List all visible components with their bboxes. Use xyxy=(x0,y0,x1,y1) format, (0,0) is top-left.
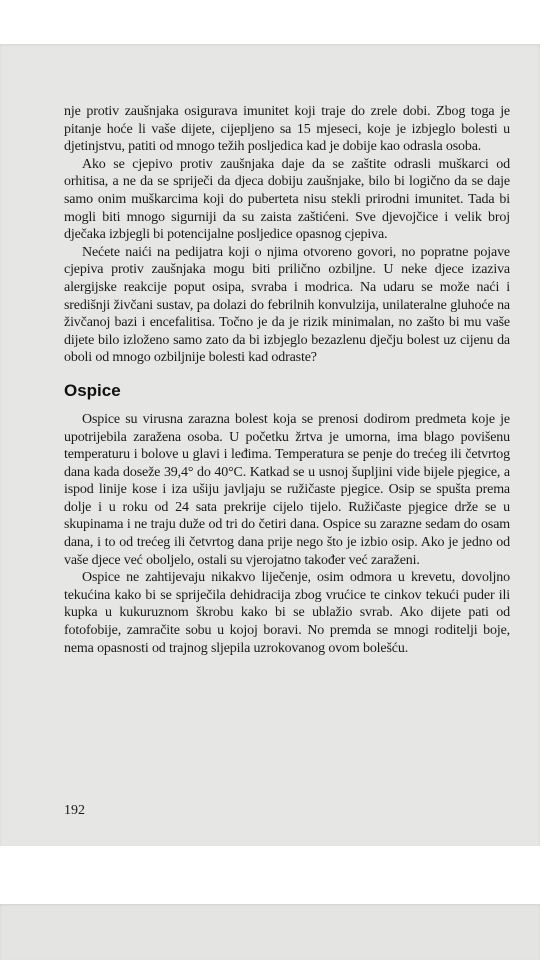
next-page-edge xyxy=(0,904,540,960)
page-number: 192 xyxy=(64,803,85,818)
top-margin xyxy=(0,0,540,44)
paragraph-mumps-vaccine-adults: Ako se cjepivo protiv zaušnjaka daje da se zaštite odrasli muškarci od orhitisa, a ne da se spriječi da djeca dobiju zaušnjake, bilo bi logično da se daje samo onim muškarcima koji do puberteta nisu stekli prirodni imunitet. Tada bi mogli biti mnogo sigurniji da su zaista zaštićeni. Sve djevojčice i velik broj dječaka izbjegli bi potencijalne posljedice opasnog cjepiva. xyxy=(64,156,510,243)
paragraph-mumps-continuation: nje protiv zaušnjaka osigurava imunitet koji traje do zrele dobi. Zbog toga je pitanje hoće li vaše dijete, cijepljeno sa 15 mjeseci, koje je izbjeglo bolesti u djetinjstvu, patiti od mnogo težih posljedica kad je dobije kao odrasla osoba. xyxy=(64,104,510,155)
paragraph-mumps-side-effects: Nećete naići na pedijatra koji o njima otvoreno govori, no popratne pojave cjepiva protiv zaušnjaka mogu biti prilično ozbiljne. U neke djece izaziva alergijske reakcije poput osipa, svraba i modrica. Na udaru se može naći i središnji živčani sustav, pa dolazi do febrilnih konvulzija, unilateralne gluhoće na živčanoj bazi i encefalitisa. Točno je da je rizik minimalan, no zašto bi mu vaše dijete bilo izloženo samo zato da bi izbjeglo bezazlenu dječju bolest uz cijenu da oboli od mnogo ozbiljnije bolesti kad odraste? xyxy=(64,244,510,366)
paragraph-measles-treatment: Ospice ne zahtijevaju nikakvo liječenje, osim odmora u krevetu, dovoljno tekućina kako bi se spriječila dehidracija zbog vrućice te cinkov tekući puder ili kupka u kukuruznom škrobu kako bi se ublažio svrab. Ako dijete pati od fotofobije, zamračite sobu u kojoj boravi. No premda se mnogi roditelji boje, nema opasnosti od trajnog sljepila uzrokovanog ovom bolešću. xyxy=(64,570,510,656)
page-body-text xyxy=(64,103,510,657)
page-gap xyxy=(0,846,540,904)
section-heading-ospice: Ospice xyxy=(64,380,121,400)
paragraph-measles-description: Ospice su virusna zarazna bolest koja se prenosi dodirom predmeta koje je upotrijebila zaražena osoba. U početku žrtva je umorna, ima blago povišenu temperaturu i bolove u glavi i leđima. Temperatura se penje do trećeg ili četvrtog dana kada doseže 39,4° do 40°C. Katkad se u usnoj šupljini vide bijele pjegice, a ispod linije kose i iza ušiju javljaju se ružičaste pjegice. Osip se spušta prema dolje i u roku od 24 sata prekrije cijelo tijelo. Ružičaste pjegice drže se u skupinama i ne traju duže od tri do četiri dana. Ospice su zarazne sedam do osam dana, i to od trećeg ili četvrtog dana prije nego što je izbio osip. Ako je jedno od vaše djece već oboljelo, ostali su vjerojatno također već zaraženi. xyxy=(64,411,510,568)
